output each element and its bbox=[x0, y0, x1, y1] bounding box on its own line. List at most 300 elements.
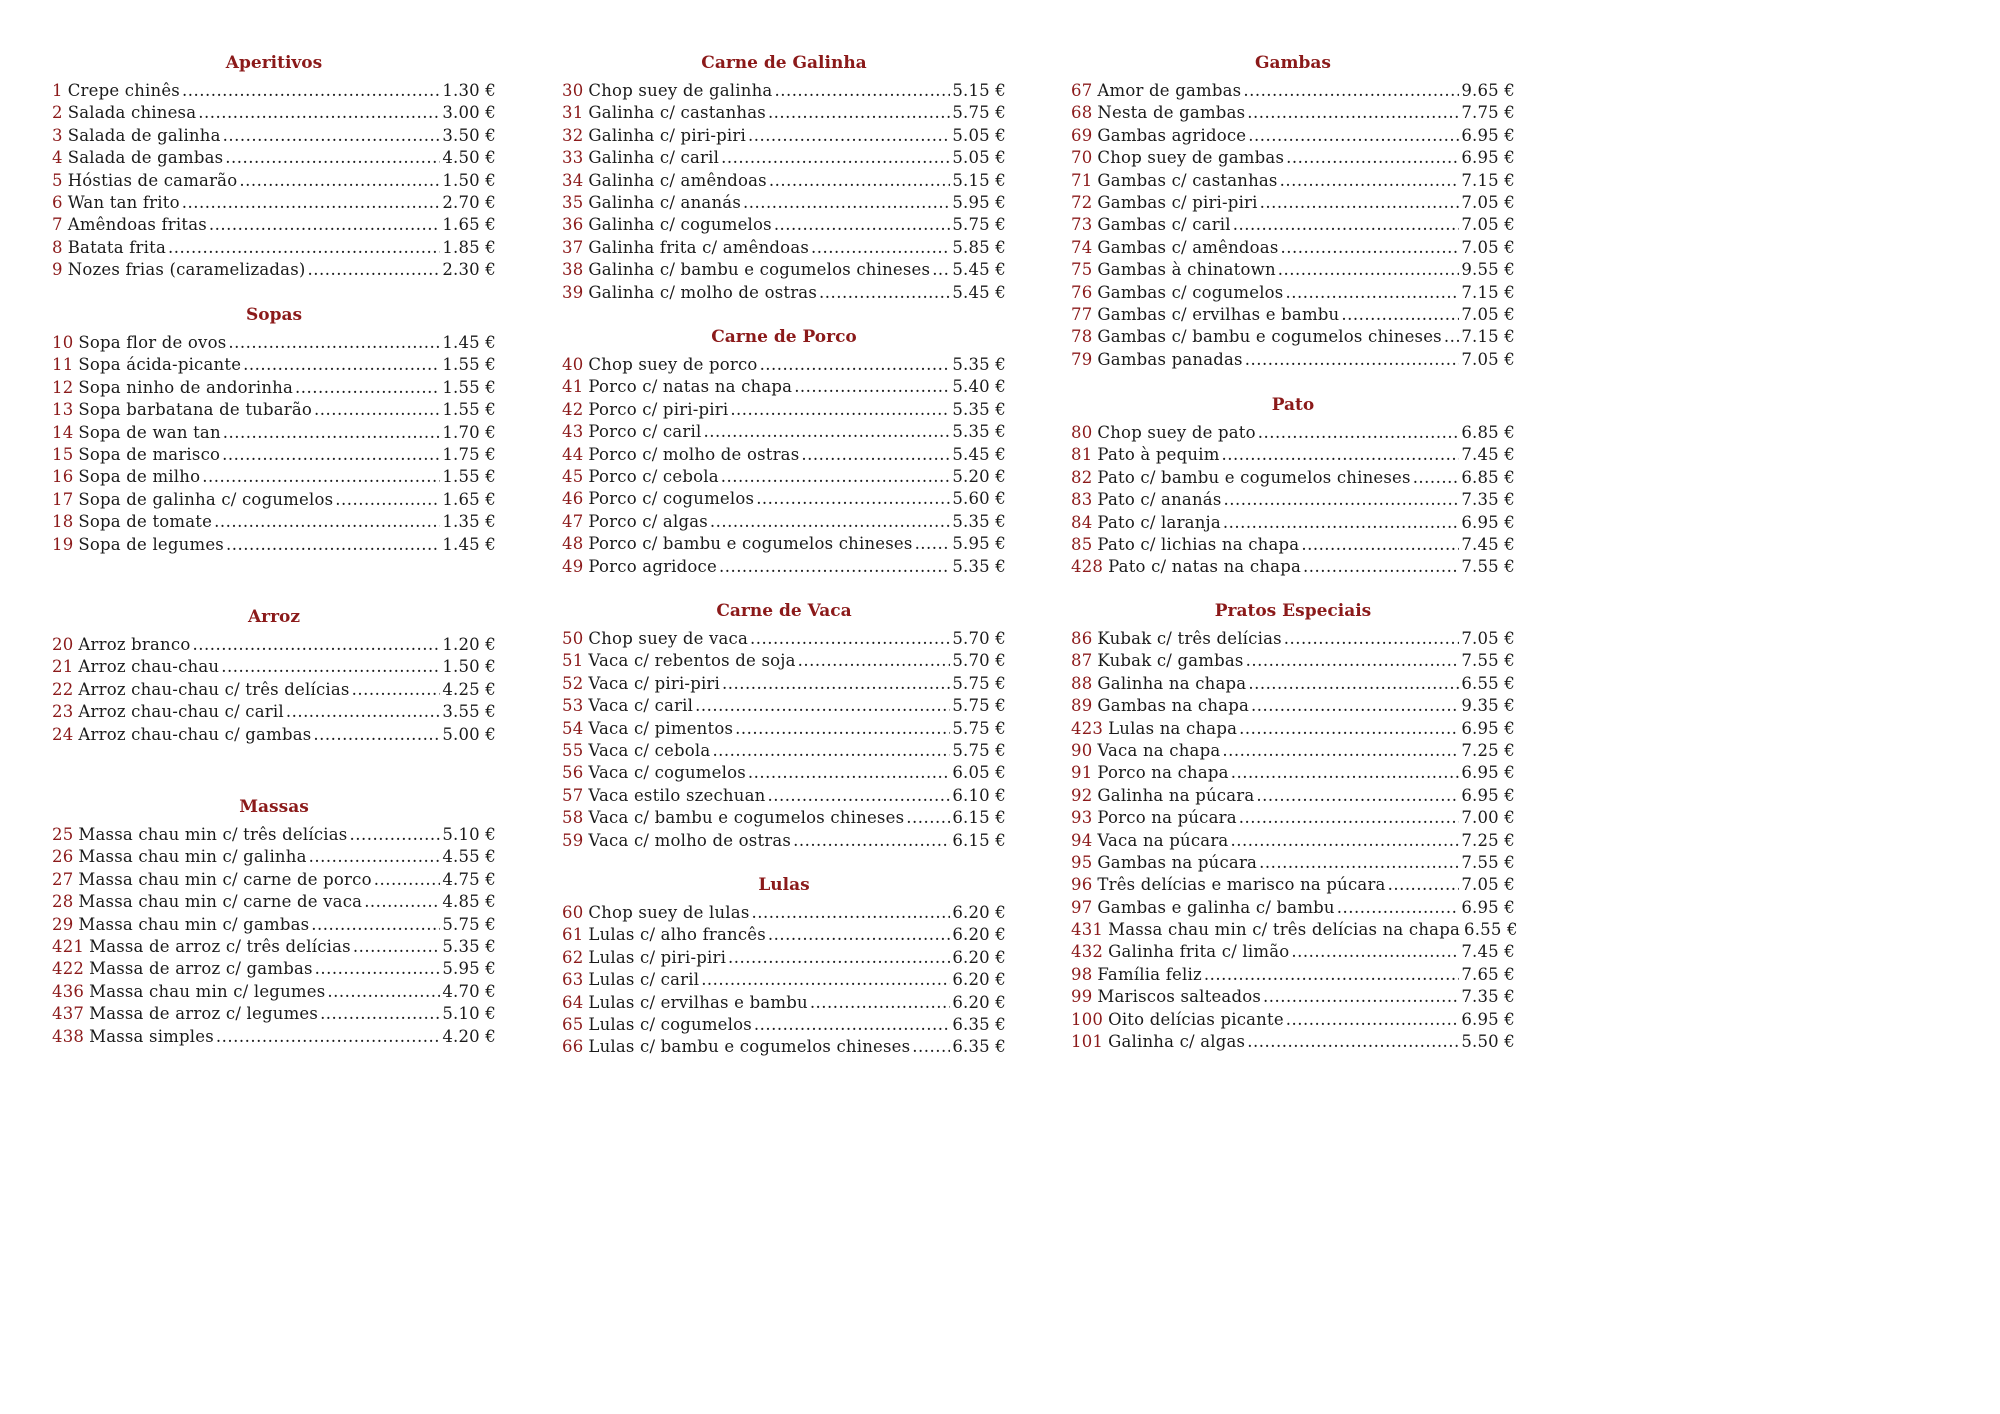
item-name: Vaca estilo szechuan bbox=[588, 785, 766, 805]
dot-leader bbox=[767, 785, 950, 807]
item-price: 6.15 € bbox=[952, 808, 1006, 828]
item-number: 84 bbox=[1071, 512, 1093, 532]
item-price: 7.05 € bbox=[1461, 304, 1515, 324]
menu-section bbox=[52, 796, 496, 1048]
dot-leader bbox=[768, 102, 950, 124]
item-number: 68 bbox=[1071, 103, 1093, 123]
dot-leader bbox=[774, 214, 951, 236]
item-number: 46 bbox=[562, 489, 584, 509]
item-name: Sopa ácida-picante bbox=[78, 355, 242, 375]
item-name: Kubak c/ três delícias bbox=[1097, 629, 1282, 648]
item-name: Chop suey de vaca bbox=[588, 629, 749, 648]
menu-item bbox=[1071, 874, 1515, 896]
item-price: 5.45 € bbox=[952, 260, 1006, 280]
dot-leader bbox=[209, 214, 440, 236]
dot-leader bbox=[182, 80, 440, 102]
dot-leader bbox=[912, 1036, 950, 1058]
item-number: 428 bbox=[1071, 557, 1104, 577]
item-name: Salada de gambas bbox=[67, 148, 224, 168]
item-price: 6.95 € bbox=[1461, 125, 1515, 145]
item-name: Galinha c/ bambu e cogumelos chineses bbox=[588, 260, 931, 280]
item-number: 30 bbox=[562, 81, 584, 100]
item-price: 6.20 € bbox=[952, 970, 1006, 990]
dot-leader bbox=[315, 958, 441, 980]
menu-item bbox=[562, 673, 1006, 695]
item-name: Massa chau min c/ carne de vaca bbox=[78, 892, 363, 912]
menu-item bbox=[562, 785, 1006, 807]
item-name: Gambas c/ piri-piri bbox=[1097, 192, 1258, 212]
menu-item bbox=[562, 1036, 1006, 1058]
item-name: Sopa de milho bbox=[78, 467, 201, 487]
dot-leader bbox=[353, 936, 440, 958]
item-number: 3 bbox=[52, 125, 63, 145]
item-price: 5.75 € bbox=[952, 740, 1006, 760]
dot-leader bbox=[721, 147, 950, 169]
menu-item bbox=[1071, 785, 1515, 807]
dot-leader bbox=[1444, 326, 1459, 348]
dot-leader bbox=[221, 656, 440, 678]
item-number: 55 bbox=[562, 740, 584, 760]
menu-item bbox=[1071, 740, 1515, 762]
menu-item bbox=[52, 891, 496, 913]
dot-leader bbox=[1224, 489, 1460, 511]
menu-item bbox=[562, 762, 1006, 784]
item-price: 1.30 € bbox=[442, 81, 496, 100]
item-number: 53 bbox=[562, 696, 584, 716]
item-number: 32 bbox=[562, 125, 584, 145]
dot-leader bbox=[801, 444, 950, 466]
item-price: 1.55 € bbox=[442, 467, 496, 487]
item-price: 7.05 € bbox=[1461, 875, 1515, 895]
item-number: 101 bbox=[1071, 1032, 1104, 1052]
item-number: 19 bbox=[52, 534, 74, 554]
menu-item bbox=[52, 958, 496, 980]
dot-leader bbox=[1223, 512, 1459, 534]
item-number: 75 bbox=[1071, 260, 1093, 280]
menu-item bbox=[562, 170, 1006, 192]
dot-leader bbox=[728, 947, 950, 969]
dot-leader bbox=[1281, 237, 1460, 259]
dot-leader bbox=[1230, 830, 1459, 852]
menu-item bbox=[1071, 556, 1515, 578]
item-price: 1.45 € bbox=[442, 333, 496, 352]
item-number: 28 bbox=[52, 892, 74, 912]
item-price: 7.15 € bbox=[1461, 170, 1515, 190]
item-name: Sopa de marisco bbox=[78, 444, 221, 464]
item-price: 7.05 € bbox=[1461, 215, 1515, 235]
item-price: 1.75 € bbox=[442, 444, 496, 464]
item-number: 34 bbox=[562, 170, 584, 190]
menu-item bbox=[1071, 919, 1518, 941]
item-price: 7.25 € bbox=[1461, 830, 1515, 850]
menu-item bbox=[562, 511, 1006, 533]
dot-leader bbox=[1251, 695, 1459, 717]
item-name: Crepe chinês bbox=[67, 81, 180, 100]
item-number: 26 bbox=[52, 847, 74, 867]
item-name: Gambas na púcara bbox=[1097, 852, 1258, 872]
dot-leader bbox=[349, 824, 440, 846]
menu-item bbox=[52, 170, 496, 192]
dot-leader bbox=[374, 869, 441, 891]
item-name: Chop suey de galinha bbox=[588, 81, 773, 100]
item-number: 80 bbox=[1071, 423, 1093, 442]
item-number: 59 bbox=[562, 830, 584, 850]
menu-section bbox=[562, 52, 1006, 304]
menu-item bbox=[52, 80, 496, 102]
dot-leader bbox=[226, 534, 440, 556]
item-name: Massa chau min c/ legumes bbox=[89, 981, 326, 1001]
item-number: 8 bbox=[52, 237, 63, 257]
menu-item bbox=[562, 924, 1006, 946]
item-number: 95 bbox=[1071, 852, 1093, 872]
item-price: 6.20 € bbox=[952, 947, 1006, 967]
dot-leader bbox=[712, 740, 950, 762]
item-price: 5.35 € bbox=[952, 399, 1006, 419]
menu-item bbox=[1071, 1031, 1515, 1053]
item-number: 421 bbox=[52, 936, 85, 956]
item-number: 33 bbox=[562, 148, 584, 168]
dot-leader bbox=[695, 695, 950, 717]
dot-leader bbox=[308, 259, 441, 281]
item-price: 7.75 € bbox=[1461, 103, 1515, 123]
item-name: Mariscos salteados bbox=[1097, 987, 1262, 1007]
menu-item bbox=[52, 332, 496, 354]
menu-item bbox=[1071, 326, 1515, 348]
menu-section bbox=[1071, 600, 1518, 1053]
menu-item bbox=[562, 695, 1006, 717]
item-number: 85 bbox=[1071, 534, 1093, 554]
menu-item bbox=[1071, 259, 1515, 281]
dot-leader bbox=[1246, 650, 1460, 672]
item-number: 45 bbox=[562, 466, 584, 486]
item-price: 1.45 € bbox=[442, 534, 496, 554]
item-price: 2.70 € bbox=[442, 192, 496, 212]
item-price: 5.75 € bbox=[952, 718, 1006, 738]
item-number: 83 bbox=[1071, 490, 1093, 510]
menu-item bbox=[1071, 214, 1515, 236]
section-title: Massas bbox=[239, 797, 309, 817]
item-price: 1.55 € bbox=[442, 377, 496, 397]
item-number: 81 bbox=[1071, 445, 1093, 465]
item-price: 6.55 € bbox=[1461, 673, 1515, 693]
item-name: Galinha frita c/ amêndoas bbox=[588, 237, 810, 257]
menu-item bbox=[52, 724, 496, 746]
dot-leader bbox=[314, 399, 440, 421]
item-price: 6.20 € bbox=[952, 992, 1006, 1012]
menu-item bbox=[562, 556, 1006, 578]
item-price: 6.95 € bbox=[1461, 1009, 1515, 1029]
menu-item bbox=[1071, 237, 1515, 259]
item-price: 7.55 € bbox=[1461, 651, 1515, 671]
item-price: 7.45 € bbox=[1461, 445, 1515, 465]
item-name: Hóstias de camarão bbox=[67, 170, 238, 190]
dot-leader bbox=[722, 673, 950, 695]
item-price: 6.35 € bbox=[952, 1037, 1006, 1057]
dot-leader bbox=[748, 762, 950, 784]
item-price: 7.35 € bbox=[1461, 490, 1515, 510]
item-number: 66 bbox=[562, 1037, 584, 1057]
dot-leader bbox=[225, 147, 440, 169]
item-number: 12 bbox=[52, 377, 74, 397]
item-name: Chop suey de gambas bbox=[1097, 148, 1285, 168]
item-name: Lulas c/ piri-piri bbox=[588, 947, 727, 967]
dot-leader bbox=[335, 489, 440, 511]
dot-leader bbox=[1301, 534, 1459, 556]
item-price: 6.95 € bbox=[1461, 718, 1515, 738]
dot-leader bbox=[748, 125, 950, 147]
dot-leader bbox=[1388, 874, 1460, 896]
menu-item bbox=[52, 259, 496, 281]
section-title: Carne de Galinha bbox=[701, 53, 867, 73]
item-price: 6.55 € bbox=[1464, 920, 1518, 940]
item-price: 5.75 € bbox=[952, 103, 1006, 123]
dot-leader bbox=[798, 650, 951, 672]
menu-item bbox=[52, 534, 496, 556]
menu-item bbox=[562, 902, 1006, 924]
item-name: Gambas c/ amêndoas bbox=[1097, 237, 1279, 257]
item-price: 2.30 € bbox=[442, 260, 496, 280]
item-number: 4 bbox=[52, 148, 63, 168]
menu-item bbox=[1071, 650, 1515, 672]
item-name: Massa de arroz c/ gambas bbox=[89, 959, 313, 979]
dot-leader bbox=[756, 488, 950, 510]
item-name: Nozes frias (caramelizadas) bbox=[67, 260, 306, 280]
item-number: 48 bbox=[562, 534, 584, 554]
dot-leader bbox=[1222, 740, 1459, 762]
dot-leader bbox=[906, 807, 950, 829]
dot-leader bbox=[286, 701, 440, 723]
section-title: Gambas bbox=[1255, 53, 1331, 73]
item-price: 5.45 € bbox=[952, 444, 1006, 464]
item-number: 2 bbox=[52, 103, 63, 123]
dot-leader bbox=[364, 891, 440, 913]
item-name: Lulas c/ cogumelos bbox=[588, 1014, 752, 1034]
item-price: 5.15 € bbox=[952, 81, 1006, 100]
item-price: 5.75 € bbox=[952, 696, 1006, 716]
dot-leader bbox=[182, 192, 441, 214]
item-price: 5.15 € bbox=[952, 170, 1006, 190]
item-number: 436 bbox=[52, 981, 85, 1001]
item-price: 5.95 € bbox=[952, 534, 1006, 554]
section-title: Pato bbox=[1271, 395, 1315, 415]
item-number: 87 bbox=[1071, 651, 1093, 671]
item-name: Gambas c/ ervilhas e bambu bbox=[1097, 304, 1340, 324]
item-name: Galinha c/ caril bbox=[588, 148, 720, 168]
dot-leader bbox=[202, 466, 440, 488]
menu-item bbox=[1071, 897, 1515, 919]
item-price: 1.85 € bbox=[442, 237, 496, 257]
menu-section bbox=[562, 326, 1006, 578]
item-price: 5.20 € bbox=[952, 466, 1006, 486]
item-number: 13 bbox=[52, 400, 74, 420]
item-price: 5.35 € bbox=[952, 355, 1006, 374]
menu-item bbox=[52, 1026, 496, 1048]
menu-item bbox=[52, 656, 496, 678]
dot-leader bbox=[1280, 170, 1460, 192]
item-name: Galinha c/ cogumelos bbox=[588, 215, 772, 235]
item-number: 76 bbox=[1071, 282, 1093, 302]
item-name: Vaca c/ molho de ostras bbox=[588, 830, 792, 850]
item-number: 40 bbox=[562, 355, 584, 374]
dot-leader bbox=[932, 259, 950, 281]
item-number: 78 bbox=[1071, 327, 1093, 347]
item-price: 7.05 € bbox=[1461, 192, 1515, 212]
item-name: Gambas panadas bbox=[1097, 349, 1243, 369]
item-price: 6.85 € bbox=[1461, 467, 1515, 487]
menu-item bbox=[52, 936, 496, 958]
item-number: 25 bbox=[52, 825, 74, 844]
item-number: 14 bbox=[52, 422, 74, 442]
item-name: Batata frita bbox=[67, 237, 166, 257]
menu-item bbox=[52, 701, 496, 723]
menu-item bbox=[562, 237, 1006, 259]
menu-section bbox=[52, 52, 496, 282]
item-price: 5.00 € bbox=[442, 724, 496, 744]
dot-leader bbox=[1258, 422, 1460, 444]
item-name: Vaca na púcara bbox=[1097, 830, 1229, 850]
item-price: 7.35 € bbox=[1461, 987, 1515, 1007]
item-name: Galinha na chapa bbox=[1097, 673, 1247, 693]
item-name: Sopa de tomate bbox=[78, 512, 213, 532]
dot-leader bbox=[311, 914, 440, 936]
item-number: 22 bbox=[52, 679, 74, 699]
item-number: 57 bbox=[562, 785, 584, 805]
menu-item bbox=[562, 354, 1006, 376]
item-price: 1.65 € bbox=[442, 215, 496, 235]
item-name: Gambas e galinha c/ bambu bbox=[1097, 897, 1335, 917]
menu-item bbox=[562, 740, 1006, 762]
menu-item bbox=[562, 488, 1006, 510]
menu-item bbox=[1071, 444, 1515, 466]
menu-item bbox=[1071, 852, 1515, 874]
dot-leader bbox=[327, 981, 440, 1003]
item-name: Porco c/ cogumelos bbox=[588, 489, 755, 509]
dot-leader bbox=[198, 102, 440, 124]
menu-item bbox=[52, 237, 496, 259]
item-name: Arroz chau-chau c/ caril bbox=[78, 702, 284, 722]
item-name: Vaca c/ cogumelos bbox=[588, 763, 746, 783]
dot-leader bbox=[1259, 852, 1459, 874]
item-number: 44 bbox=[562, 444, 584, 464]
item-price: 6.10 € bbox=[952, 785, 1006, 805]
menu-item bbox=[52, 125, 496, 147]
dot-leader bbox=[1256, 785, 1459, 807]
item-price: 3.50 € bbox=[442, 125, 496, 145]
item-name: Sopa flor de ovos bbox=[78, 333, 227, 352]
menu-item bbox=[1071, 695, 1515, 717]
item-name: Porco agridoce bbox=[588, 556, 717, 576]
item-name: Galinha c/ molho de ostras bbox=[588, 282, 818, 302]
item-number: 77 bbox=[1071, 304, 1093, 324]
dot-leader bbox=[1248, 125, 1459, 147]
dot-leader bbox=[1231, 762, 1460, 784]
menu-item bbox=[52, 354, 496, 376]
item-name: Sopa de wan tan bbox=[78, 422, 221, 442]
dot-leader bbox=[1243, 80, 1459, 102]
dot-leader bbox=[1233, 214, 1460, 236]
dot-leader bbox=[228, 332, 440, 354]
item-price: 7.45 € bbox=[1461, 534, 1515, 554]
item-number: 23 bbox=[52, 702, 74, 722]
item-price: 9.35 € bbox=[1461, 696, 1515, 716]
item-price: 6.95 € bbox=[1461, 148, 1515, 168]
item-number: 15 bbox=[52, 444, 74, 464]
item-name: Kubak c/ gambas bbox=[1097, 651, 1244, 671]
dot-leader bbox=[719, 556, 950, 578]
menu-item bbox=[52, 192, 496, 214]
dot-leader bbox=[810, 992, 951, 1014]
menu-item bbox=[1071, 673, 1515, 695]
menu-item bbox=[52, 214, 496, 236]
dot-leader bbox=[352, 679, 441, 701]
item-price: 5.05 € bbox=[952, 125, 1006, 145]
item-name: Porco na chapa bbox=[1097, 763, 1229, 783]
item-price: 4.85 € bbox=[442, 892, 496, 912]
item-price: 5.35 € bbox=[952, 511, 1006, 531]
menu-item bbox=[562, 830, 1006, 852]
item-name: Gambas na chapa bbox=[1097, 696, 1249, 716]
dot-leader bbox=[223, 422, 441, 444]
menu-item bbox=[562, 376, 1006, 398]
item-price: 4.50 € bbox=[442, 148, 496, 168]
dot-leader bbox=[794, 376, 950, 398]
dot-leader bbox=[915, 533, 951, 555]
menu-item bbox=[52, 102, 496, 124]
item-number: 61 bbox=[562, 925, 584, 945]
item-number: 89 bbox=[1071, 696, 1093, 716]
section-title: Carne de Porco bbox=[711, 327, 857, 347]
menu-item bbox=[1071, 830, 1515, 852]
menu-item bbox=[562, 718, 1006, 740]
item-number: 69 bbox=[1071, 125, 1093, 145]
item-number: 438 bbox=[52, 1026, 85, 1046]
dot-leader bbox=[243, 354, 440, 376]
item-name: Pato c/ natas na chapa bbox=[1108, 557, 1302, 577]
dot-leader bbox=[721, 466, 951, 488]
item-price: 7.00 € bbox=[1461, 808, 1515, 828]
menu-section bbox=[1071, 394, 1515, 579]
item-number: 79 bbox=[1071, 349, 1093, 369]
menu-item bbox=[52, 1003, 496, 1025]
menu-item bbox=[52, 466, 496, 488]
item-name: Lulas c/ ervilhas e bambu bbox=[588, 992, 808, 1012]
item-number: 98 bbox=[1071, 964, 1093, 984]
item-price: 5.70 € bbox=[952, 629, 1006, 648]
dot-leader bbox=[760, 354, 951, 376]
item-name: Amêndoas fritas bbox=[67, 215, 207, 235]
menu-item bbox=[562, 282, 1006, 304]
item-name: Gambas à chinatown bbox=[1097, 260, 1276, 280]
item-number: 11 bbox=[52, 355, 74, 375]
menu-item bbox=[562, 628, 1006, 650]
item-name: Pato à pequim bbox=[1097, 445, 1220, 465]
item-name: Porco c/ bambu e cogumelos chineses bbox=[588, 534, 913, 554]
item-number: 92 bbox=[1071, 785, 1093, 805]
item-number: 27 bbox=[52, 869, 74, 889]
menu-item bbox=[52, 914, 496, 936]
menu-item bbox=[1071, 102, 1515, 124]
dot-leader bbox=[1286, 1009, 1460, 1031]
item-name: Salada de galinha bbox=[67, 125, 221, 145]
dot-leader bbox=[1248, 673, 1459, 695]
section-title: Lulas bbox=[758, 875, 810, 895]
item-name: Lulas c/ caril bbox=[588, 970, 700, 990]
menu-item bbox=[1071, 304, 1515, 326]
dot-leader bbox=[216, 1026, 440, 1048]
dot-leader bbox=[1222, 444, 1460, 466]
menu-item bbox=[52, 444, 496, 466]
item-price: 5.35 € bbox=[952, 422, 1006, 442]
